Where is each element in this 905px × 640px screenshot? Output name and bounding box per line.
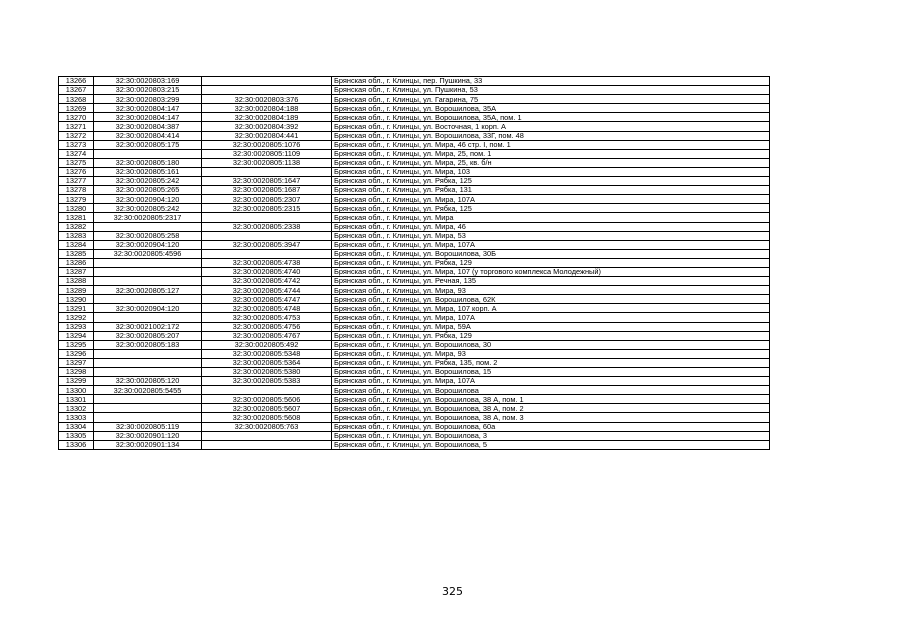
row-number-cell: 13294 — [59, 331, 94, 340]
address-cell: Брянская обл., г. Клинцы, ул. Ворошилова, 30Б — [332, 249, 770, 258]
land-cadastral-number-cell: 32:30:0020803:299 — [94, 95, 202, 104]
table-row — [59, 431, 770, 440]
table-row — [59, 231, 770, 240]
address-cell: Брянская обл., г. Клинцы, ул. Мира, 46 — [332, 222, 770, 231]
address-cell: Брянская обл., г. Клинцы, ул. Мира, 93 — [332, 349, 770, 358]
row-number-cell: 13291 — [59, 304, 94, 313]
building-cadastral-number-cell: 32:30:0020804:392 — [202, 122, 332, 131]
land-cadastral-number-cell — [94, 149, 202, 158]
building-cadastral-number-cell — [202, 77, 332, 86]
table-row — [59, 86, 770, 95]
land-cadastral-number-cell: 32:30:0020805:119 — [94, 422, 202, 431]
address-cell: Брянская обл., г. Клинцы, ул. Мира, 53 — [332, 231, 770, 240]
table-row — [59, 377, 770, 386]
land-cadastral-number-cell: 32:30:0020805:258 — [94, 231, 202, 240]
table-row — [59, 304, 770, 313]
address-cell: Брянская обл., г. Клинцы, ул. Рябка, 129 — [332, 331, 770, 340]
table-row — [59, 204, 770, 213]
address-cell: Брянская обл., г. Клинцы, ул. Ворошилова, 3 — [332, 431, 770, 440]
row-number-cell: 13299 — [59, 377, 94, 386]
address-cell: Брянская обл., г. Клинцы, ул. Рябка, 129 — [332, 258, 770, 267]
building-cadastral-number-cell — [202, 386, 332, 395]
row-number-cell: 13290 — [59, 295, 94, 304]
land-cadastral-number-cell: 32:30:0020805:120 — [94, 377, 202, 386]
land-cadastral-number-cell — [94, 295, 202, 304]
row-number-cell: 13272 — [59, 131, 94, 140]
row-number-cell: 13277 — [59, 177, 94, 186]
table-row — [59, 313, 770, 322]
table-row — [59, 240, 770, 249]
table-row — [59, 104, 770, 113]
table-row — [59, 422, 770, 431]
table-row — [59, 267, 770, 276]
land-cadastral-number-cell — [94, 258, 202, 267]
building-cadastral-number-cell: 32:30:0020804:188 — [202, 104, 332, 113]
land-cadastral-number-cell: 32:30:0020904:120 — [94, 304, 202, 313]
land-cadastral-number-cell: 32:30:0020901:120 — [94, 431, 202, 440]
land-cadastral-number-cell: 32:30:0020805:2317 — [94, 213, 202, 222]
cadastral-table-body — [59, 77, 770, 450]
address-cell: Брянская обл., г. Клинцы, ул. Рябка, 125 — [332, 204, 770, 213]
land-cadastral-number-cell — [94, 368, 202, 377]
land-cadastral-number-cell: 32:30:0020805:5455 — [94, 386, 202, 395]
table-row — [59, 404, 770, 413]
land-cadastral-number-cell: 32:30:0020805:242 — [94, 204, 202, 213]
address-cell: Брянская обл., г. Клинцы, ул. Ворошилова, 62К — [332, 295, 770, 304]
row-number-cell: 13296 — [59, 349, 94, 358]
address-cell: Брянская обл., г. Клинцы, ул. Мира, 25, кв. б/н — [332, 158, 770, 167]
building-cadastral-number-cell: 32:30:0020805:1138 — [202, 158, 332, 167]
building-cadastral-number-cell: 32:30:0020805:763 — [202, 422, 332, 431]
address-cell: Брянская обл., г. Клинцы, ул. Мира, 107А — [332, 240, 770, 249]
building-cadastral-number-cell: 32:30:0020805:4748 — [202, 304, 332, 313]
land-cadastral-number-cell: 32:30:0020904:120 — [94, 240, 202, 249]
table-row — [59, 286, 770, 295]
building-cadastral-number-cell: 32:30:0020803:376 — [202, 95, 332, 104]
table-row — [59, 386, 770, 395]
row-number-cell: 13297 — [59, 358, 94, 367]
building-cadastral-number-cell: 32:30:0020805:5380 — [202, 368, 332, 377]
table-row — [59, 413, 770, 422]
table-row — [59, 331, 770, 340]
address-cell: Брянская обл., г. Клинцы, ул. Ворошилова — [332, 386, 770, 395]
address-cell: Брянская обл., г. Клинцы, ул. Мира, 107А — [332, 313, 770, 322]
row-number-cell: 13283 — [59, 231, 94, 240]
address-cell: Брянская обл., г. Клинцы, ул. Ворошилова, 38 А, пом. 1 — [332, 395, 770, 404]
cadastral-table — [58, 76, 770, 450]
table-row — [59, 368, 770, 377]
row-number-cell: 13271 — [59, 122, 94, 131]
row-number-cell: 13266 — [59, 77, 94, 86]
row-number-cell: 13269 — [59, 104, 94, 113]
land-cadastral-number-cell: 32:30:0020805:161 — [94, 167, 202, 176]
address-cell: Брянская обл., г. Клинцы, ул. Ворошилова, 60а — [332, 422, 770, 431]
table-row — [59, 167, 770, 176]
building-cadastral-number-cell: 32:30:0020805:4744 — [202, 286, 332, 295]
address-cell: Брянская обл., г. Клинцы, ул. Ворошилова, 38 А, пом. 2 — [332, 404, 770, 413]
address-cell: Брянская обл., г. Клинцы, ул. Мира, 25, пом. 1 — [332, 149, 770, 158]
table-row — [59, 122, 770, 131]
building-cadastral-number-cell: 32:30:0020805:5608 — [202, 413, 332, 422]
table-row — [59, 131, 770, 140]
address-cell: Брянская обл., г. Клинцы, ул. Восточная, 1 корп. А — [332, 122, 770, 131]
land-cadastral-number-cell: 32:30:0020805:180 — [94, 158, 202, 167]
building-cadastral-number-cell: 32:30:0020805:4742 — [202, 277, 332, 286]
address-cell: Брянская обл., г. Клинцы, ул. Ворошилова, 33Г, пом. 48 — [332, 131, 770, 140]
building-cadastral-number-cell: 32:30:0020805:4753 — [202, 313, 332, 322]
building-cadastral-number-cell: 32:30:0020805:1109 — [202, 149, 332, 158]
land-cadastral-number-cell: 32:30:0020901:134 — [94, 440, 202, 449]
land-cadastral-number-cell: 32:30:0020803:215 — [94, 86, 202, 95]
page-number: 325 — [442, 585, 463, 598]
row-number-cell: 13292 — [59, 313, 94, 322]
building-cadastral-number-cell: 32:30:0020805:5383 — [202, 377, 332, 386]
table-row — [59, 440, 770, 449]
table-row — [59, 77, 770, 86]
row-number-cell: 13273 — [59, 140, 94, 149]
table-row — [59, 258, 770, 267]
land-cadastral-number-cell — [94, 222, 202, 231]
row-number-cell: 13284 — [59, 240, 94, 249]
row-number-cell: 13274 — [59, 149, 94, 158]
land-cadastral-number-cell: 32:30:0020804:387 — [94, 122, 202, 131]
land-cadastral-number-cell: 32:30:0020805:4596 — [94, 249, 202, 258]
table-row — [59, 113, 770, 122]
land-cadastral-number-cell: 32:30:0021002:172 — [94, 322, 202, 331]
address-cell: Брянская обл., г. Клинцы, ул. Гагарина, 75 — [332, 95, 770, 104]
land-cadastral-number-cell — [94, 277, 202, 286]
building-cadastral-number-cell — [202, 249, 332, 258]
row-number-cell: 13289 — [59, 286, 94, 295]
address-cell: Брянская обл., г. Клинцы, ул. Ворошилова, 30 — [332, 340, 770, 349]
building-cadastral-number-cell: 32:30:0020804:189 — [202, 113, 332, 122]
building-cadastral-number-cell: 32:30:0020805:5348 — [202, 349, 332, 358]
row-number-cell: 13278 — [59, 186, 94, 195]
table-row — [59, 195, 770, 204]
row-number-cell: 13280 — [59, 204, 94, 213]
land-cadastral-number-cell: 32:30:0020805:242 — [94, 177, 202, 186]
row-number-cell: 13276 — [59, 167, 94, 176]
row-number-cell: 13287 — [59, 267, 94, 276]
building-cadastral-number-cell: 32:30:0020805:1647 — [202, 177, 332, 186]
building-cadastral-number-cell: 32:30:0020805:4756 — [202, 322, 332, 331]
address-cell: Брянская обл., г. Клинцы, ул. Ворошилова, 38 А, пом. 3 — [332, 413, 770, 422]
address-cell: Брянская обл., г. Клинцы, ул. Рябка, 135, пом. 2 — [332, 358, 770, 367]
building-cadastral-number-cell — [202, 86, 332, 95]
table-row — [59, 395, 770, 404]
row-number-cell: 13286 — [59, 258, 94, 267]
table-row — [59, 149, 770, 158]
address-cell: Брянская обл., г. Клинцы, ул. Ворошилова, 35А, пом. 1 — [332, 113, 770, 122]
row-number-cell: 13302 — [59, 404, 94, 413]
row-number-cell: 13305 — [59, 431, 94, 440]
building-cadastral-number-cell — [202, 231, 332, 240]
land-cadastral-number-cell — [94, 313, 202, 322]
land-cadastral-number-cell — [94, 404, 202, 413]
row-number-cell: 13303 — [59, 413, 94, 422]
land-cadastral-number-cell — [94, 267, 202, 276]
row-number-cell: 13301 — [59, 395, 94, 404]
land-cadastral-number-cell: 32:30:0020805:175 — [94, 140, 202, 149]
address-cell: Брянская обл., г. Клинцы, ул. Мира, 107А — [332, 377, 770, 386]
building-cadastral-number-cell: 32:30:0020805:492 — [202, 340, 332, 349]
address-cell: Брянская обл., г. Клинцы, ул. Ворошилова, 5 — [332, 440, 770, 449]
land-cadastral-number-cell: 32:30:0020805:183 — [94, 340, 202, 349]
address-cell: Брянская обл., г. Клинцы, пер. Пушкина, 33 — [332, 77, 770, 86]
address-cell: Брянская обл., г. Клинцы, ул. Мира, 107 (у торгового комплекса Молодежный) — [332, 267, 770, 276]
address-cell: Брянская обл., г. Клинцы, ул. Мира, 107А — [332, 195, 770, 204]
address-cell: Брянская обл., г. Клинцы, ул. Речная, 135 — [332, 277, 770, 286]
building-cadastral-number-cell: 32:30:0020805:2315 — [202, 204, 332, 213]
building-cadastral-number-cell: 32:30:0020805:1687 — [202, 186, 332, 195]
table-row — [59, 186, 770, 195]
row-number-cell: 13270 — [59, 113, 94, 122]
table-row — [59, 295, 770, 304]
row-number-cell: 13306 — [59, 440, 94, 449]
address-cell: Брянская обл., г. Клинцы, ул. Мира, 93 — [332, 286, 770, 295]
building-cadastral-number-cell: 32:30:0020805:5364 — [202, 358, 332, 367]
building-cadastral-number-cell: 32:30:0020805:2307 — [202, 195, 332, 204]
row-number-cell: 13282 — [59, 222, 94, 231]
address-cell: Брянская обл., г. Клинцы, ул. Мира, 59А — [332, 322, 770, 331]
land-cadastral-number-cell: 32:30:0020805:127 — [94, 286, 202, 295]
building-cadastral-number-cell: 32:30:0020805:4740 — [202, 267, 332, 276]
building-cadastral-number-cell: 32:30:0020805:5607 — [202, 404, 332, 413]
building-cadastral-number-cell: 32:30:0020805:4747 — [202, 295, 332, 304]
land-cadastral-number-cell: 32:30:0020804:147 — [94, 104, 202, 113]
building-cadastral-number-cell: 32:30:0020805:4767 — [202, 331, 332, 340]
land-cadastral-number-cell — [94, 349, 202, 358]
address-cell: Брянская обл., г. Клинцы, ул. Ворошилова, 15 — [332, 368, 770, 377]
table-row — [59, 249, 770, 258]
row-number-cell: 13281 — [59, 213, 94, 222]
row-number-cell: 13295 — [59, 340, 94, 349]
table-row — [59, 349, 770, 358]
building-cadastral-number-cell: 32:30:0020805:3947 — [202, 240, 332, 249]
row-number-cell: 13279 — [59, 195, 94, 204]
land-cadastral-number-cell: 32:30:0020805:265 — [94, 186, 202, 195]
table-row — [59, 177, 770, 186]
row-number-cell: 13268 — [59, 95, 94, 104]
row-number-cell: 13300 — [59, 386, 94, 395]
land-cadastral-number-cell — [94, 358, 202, 367]
address-cell: Брянская обл., г. Клинцы, ул. Рябка, 125 — [332, 177, 770, 186]
address-cell: Брянская обл., г. Клинцы, ул. Мира, 46 стр. I, пом. 1 — [332, 140, 770, 149]
land-cadastral-number-cell — [94, 395, 202, 404]
building-cadastral-number-cell: 32:30:0020804:441 — [202, 131, 332, 140]
address-cell: Брянская обл., г. Клинцы, ул. Мира — [332, 213, 770, 222]
address-cell: Брянская обл., г. Клинцы, ул. Мира, 107 корп. А — [332, 304, 770, 313]
row-number-cell: 13267 — [59, 86, 94, 95]
row-number-cell: 13285 — [59, 249, 94, 258]
table-row — [59, 158, 770, 167]
land-cadastral-number-cell: 32:30:0020804:414 — [94, 131, 202, 140]
building-cadastral-number-cell: 32:30:0020805:4738 — [202, 258, 332, 267]
table-row — [59, 277, 770, 286]
table-row — [59, 222, 770, 231]
building-cadastral-number-cell: 32:30:0020805:5606 — [202, 395, 332, 404]
building-cadastral-number-cell: 32:30:0020805:2338 — [202, 222, 332, 231]
address-cell: Брянская обл., г. Клинцы, ул. Ворошилова, 35А — [332, 104, 770, 113]
land-cadastral-number-cell: 32:30:0020805:207 — [94, 331, 202, 340]
address-cell: Брянская обл., г. Клинцы, ул. Мира, 103 — [332, 167, 770, 176]
address-cell: Брянская обл., г. Клинцы, ул. Пушкина, 53 — [332, 86, 770, 95]
land-cadastral-number-cell: 32:30:0020803:169 — [94, 77, 202, 86]
row-number-cell: 13298 — [59, 368, 94, 377]
table-row — [59, 140, 770, 149]
building-cadastral-number-cell — [202, 440, 332, 449]
address-cell: Брянская обл., г. Клинцы, ул. Рябка, 131 — [332, 186, 770, 195]
table-row — [59, 322, 770, 331]
row-number-cell: 13293 — [59, 322, 94, 331]
land-cadastral-number-cell: 32:30:0020904:120 — [94, 195, 202, 204]
table-row — [59, 358, 770, 367]
building-cadastral-number-cell — [202, 431, 332, 440]
building-cadastral-number-cell — [202, 213, 332, 222]
table-row — [59, 95, 770, 104]
table-row — [59, 340, 770, 349]
table-row — [59, 213, 770, 222]
building-cadastral-number-cell: 32:30:0020805:1076 — [202, 140, 332, 149]
row-number-cell: 13288 — [59, 277, 94, 286]
row-number-cell: 13275 — [59, 158, 94, 167]
land-cadastral-number-cell: 32:30:0020804:147 — [94, 113, 202, 122]
row-number-cell: 13304 — [59, 422, 94, 431]
land-cadastral-number-cell — [94, 413, 202, 422]
building-cadastral-number-cell — [202, 167, 332, 176]
